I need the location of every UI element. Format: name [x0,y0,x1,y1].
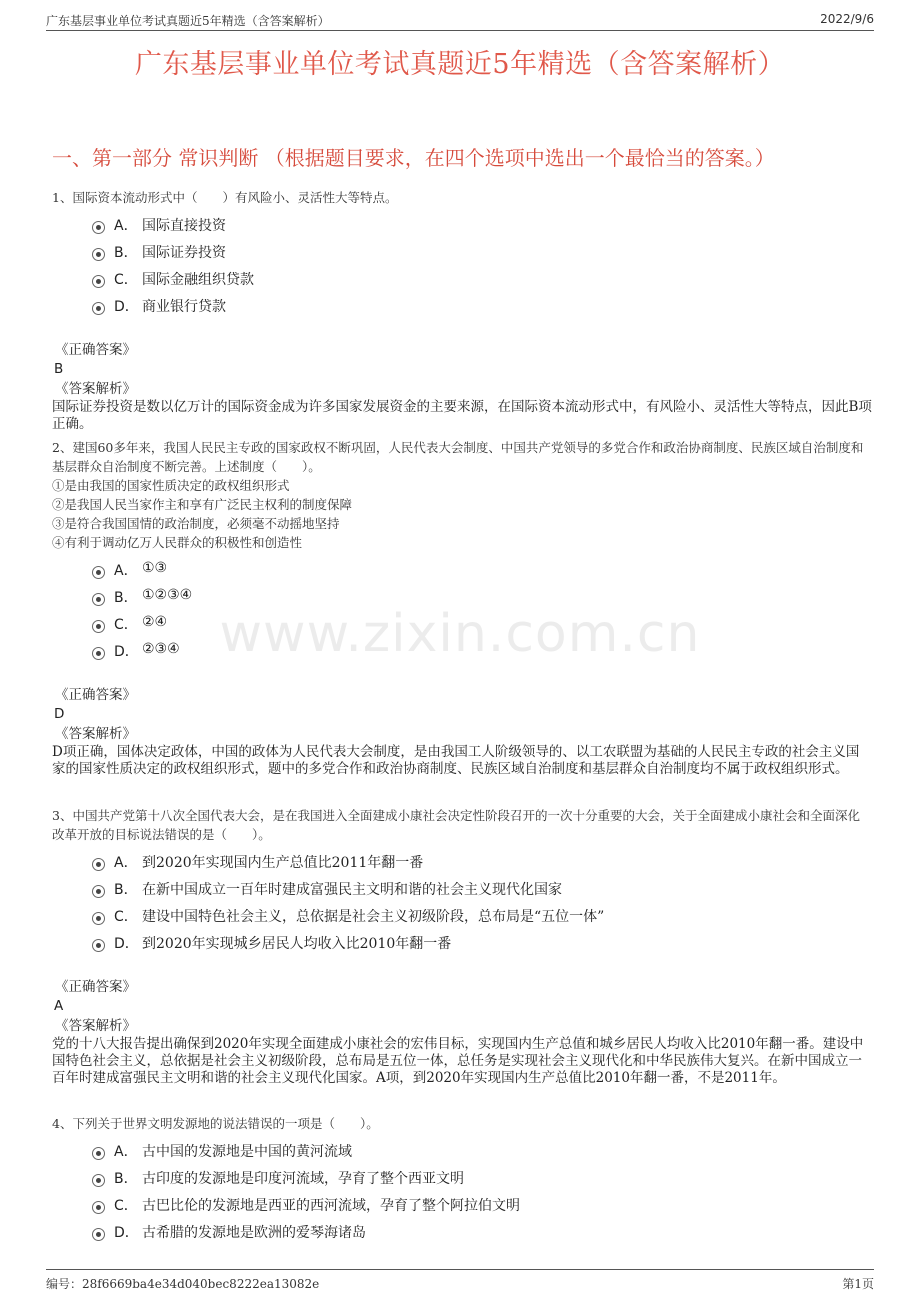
radio-icon[interactable] [92,620,105,633]
option-letter: D． [114,1225,139,1241]
option-b[interactable] [52,240,872,267]
option-text: 古巴比伦的发源地是西亚的西河流域，孕育了整个阿拉伯文明 [142,1198,520,1214]
radio-icon[interactable] [92,1201,105,1214]
option-a[interactable] [52,558,872,585]
question-4 [52,1114,872,1247]
radio-icon[interactable] [92,1147,105,1160]
radio-icon[interactable] [92,302,105,315]
document-id: 编号：28f6669ba4e34d040bec8222ea13082e [46,1277,320,1291]
page-footer [46,1269,874,1294]
option-d[interactable] [52,931,872,958]
explanation-text: 国际证券投资是数以亿万计的国际资金成为许多国家发展资金的主要来源，在国际资本流动形式中，有风险小、灵活性大等特点，因此B项正确。 [52,399,872,432]
question-1 [52,188,872,433]
statement-item: ④有利于调动亿万人民群众的积极性和创造性 [52,535,303,550]
section-heading: 一、第一部分 常识判断 （根据题目要求，在四个选项中选出一个最恰当的答案。） [52,146,775,170]
explanation-label: 《答案解析》 [55,726,136,742]
watermark: www.zixin.com.cn [219,604,701,664]
answer-label: 《正确答案》 [55,979,136,995]
option-text: 古希腊的发源地是欧洲的爱琴海诸岛 [142,1225,366,1241]
option-letter: A． [114,855,138,871]
option-d[interactable] [52,1220,872,1247]
option-letter: D． [114,936,139,952]
statement-item: ②是我国人民当家作主和享有广泛民主权利的制度保障 [52,497,353,512]
header-date: 2022/9/6 [820,12,874,26]
page-number: 第1页 [842,1277,874,1291]
header-title: 广东基层事业单位考试真题近5年精选（含答案解析） [46,14,330,28]
radio-icon[interactable] [92,275,105,288]
question-3 [52,806,872,1087]
option-text: 商业银行贷款 [142,299,226,315]
option-c[interactable] [52,904,872,931]
radio-icon[interactable] [92,939,105,952]
question-stem: 1、国际资本流动形式中（ ）有风险小、灵活性大等特点。 [52,190,398,205]
option-text: 在新中国成立一百年时建成富强民主文明和谐的社会主义现代化国家 [142,882,562,898]
radio-icon[interactable] [92,858,105,871]
option-letter: C． [114,1198,138,1214]
option-letter: D． [114,299,139,315]
answer-value: A [54,998,64,1014]
page-header [46,8,874,31]
option-text: 古印度的发源地是印度河流域，孕育了整个西亚文明 [142,1171,464,1187]
radio-icon[interactable] [92,566,105,579]
radio-icon[interactable] [92,1228,105,1241]
question-2 [52,438,872,778]
question-stem: 3、中国共产党第十八次全国代表大会，是在我国进入全面建成小康社会决定性阶段召开的一次十分重要的大会，关于全面建成小康社会和全面深化改革开放的目标说法错误的是（ ）。 [52,808,860,842]
explanation-text: D项正确，国体决定政体，中国的政体为人民代表大会制度，是由我国工人阶级领导的、以工农联盟为基础的人民民主专政的社会主义国家的国家性质决定的政权组织形式，题中的多党合作和政治协商制度、民族区域自治制度和基层群众自治制度均不属于政权组织形式。 [52,744,860,777]
document-title: 广东基层事业单位考试真题近5年精选（含答案解析） [134,49,786,80]
option-letter: B． [114,882,138,898]
option-list [52,850,872,958]
option-text: 到2020年实现国内生产总值比2011年翻一番 [142,855,424,871]
option-list [52,558,872,666]
option-b[interactable] [52,585,872,612]
option-letter: A． [114,218,138,234]
option-list [52,1139,872,1247]
radio-icon[interactable] [92,912,105,925]
option-letter: B． [114,245,138,261]
answer-value: D [54,706,65,722]
option-text: 国际金融组织贷款 [142,272,254,288]
option-text: 古中国的发源地是中国的黄河流域 [142,1144,352,1160]
option-letter: D． [114,644,139,660]
explanation-text: 党的十八大报告提出确保到2020年实现全面建成小康社会的宏伟目标，实现国内生产总值和城乡居民人均收入比2010年翻一番。建设中国特色社会主义，总依据是社会主义初级阶段，总布局是五位一体，总任务是实现社会主义现代化和中华民族伟大复兴。在新中国成立一百年时建成富强民主文明和谐的社会主义现代化国家。A项，到2020年实现国内生产总值比2010年翻一番，不是2011年。 [52,1036,864,1086]
radio-icon[interactable] [92,1174,105,1187]
option-text: ②④ [142,614,168,630]
statement-item: ③是符合我国国情的政治制度，必须毫不动摇地坚持 [52,516,340,531]
answer-label: 《正确答案》 [55,342,136,358]
option-d[interactable] [52,294,872,321]
option-letter: A． [114,1144,138,1160]
option-letter: C． [114,272,138,288]
answer-block [52,977,872,1087]
radio-icon[interactable] [92,221,105,234]
radio-icon[interactable] [92,885,105,898]
option-a[interactable] [52,213,872,240]
option-letter: A． [114,563,138,579]
option-text: ①③ [142,560,168,576]
radio-icon[interactable] [92,647,105,660]
answer-block [52,340,872,433]
answer-label: 《正确答案》 [55,687,136,703]
answer-block [52,685,872,778]
option-letter: B． [114,590,138,606]
option-text: 国际证券投资 [142,245,226,261]
option-text: ②③④ [142,641,180,657]
option-a[interactable] [52,1139,872,1166]
option-b[interactable] [52,1166,872,1193]
statement-item: ①是由我国的国家性质决定的政权组织形式 [52,478,290,493]
option-c[interactable] [52,1193,872,1220]
explanation-label: 《答案解析》 [55,381,136,397]
option-letter: B． [114,1171,138,1187]
question-stem: 2、建国60多年来，我国人民民主专政的国家政权不断巩固，人民代表大会制度、中国共产党领导的多党合作和政治协商制度、民族区域自治制度和基层群众自治制度不断完善。上述制度（ ）。 [52,440,864,474]
option-d[interactable] [52,639,872,666]
option-text: ①②③④ [142,587,193,603]
option-text: 到2020年实现城乡居民人均收入比2010年翻一番 [142,936,452,952]
option-b[interactable] [52,877,872,904]
option-c[interactable] [52,267,872,294]
option-a[interactable] [52,850,872,877]
answer-value: B [54,361,64,377]
option-text: 建设中国特色社会主义，总依据是社会主义初级阶段，总布局是“五位一体” [142,909,605,925]
option-c[interactable] [52,612,872,639]
option-list [52,213,872,321]
explanation-label: 《答案解析》 [55,1018,136,1034]
question-stem: 4、下列关于世界文明发源地的说法错误的一项是（ ）。 [52,1116,379,1131]
option-text: 国际直接投资 [142,218,226,234]
option-letter: C． [114,617,138,633]
option-letter: C． [114,909,138,925]
radio-icon[interactable] [92,593,105,606]
radio-icon[interactable] [92,248,105,261]
